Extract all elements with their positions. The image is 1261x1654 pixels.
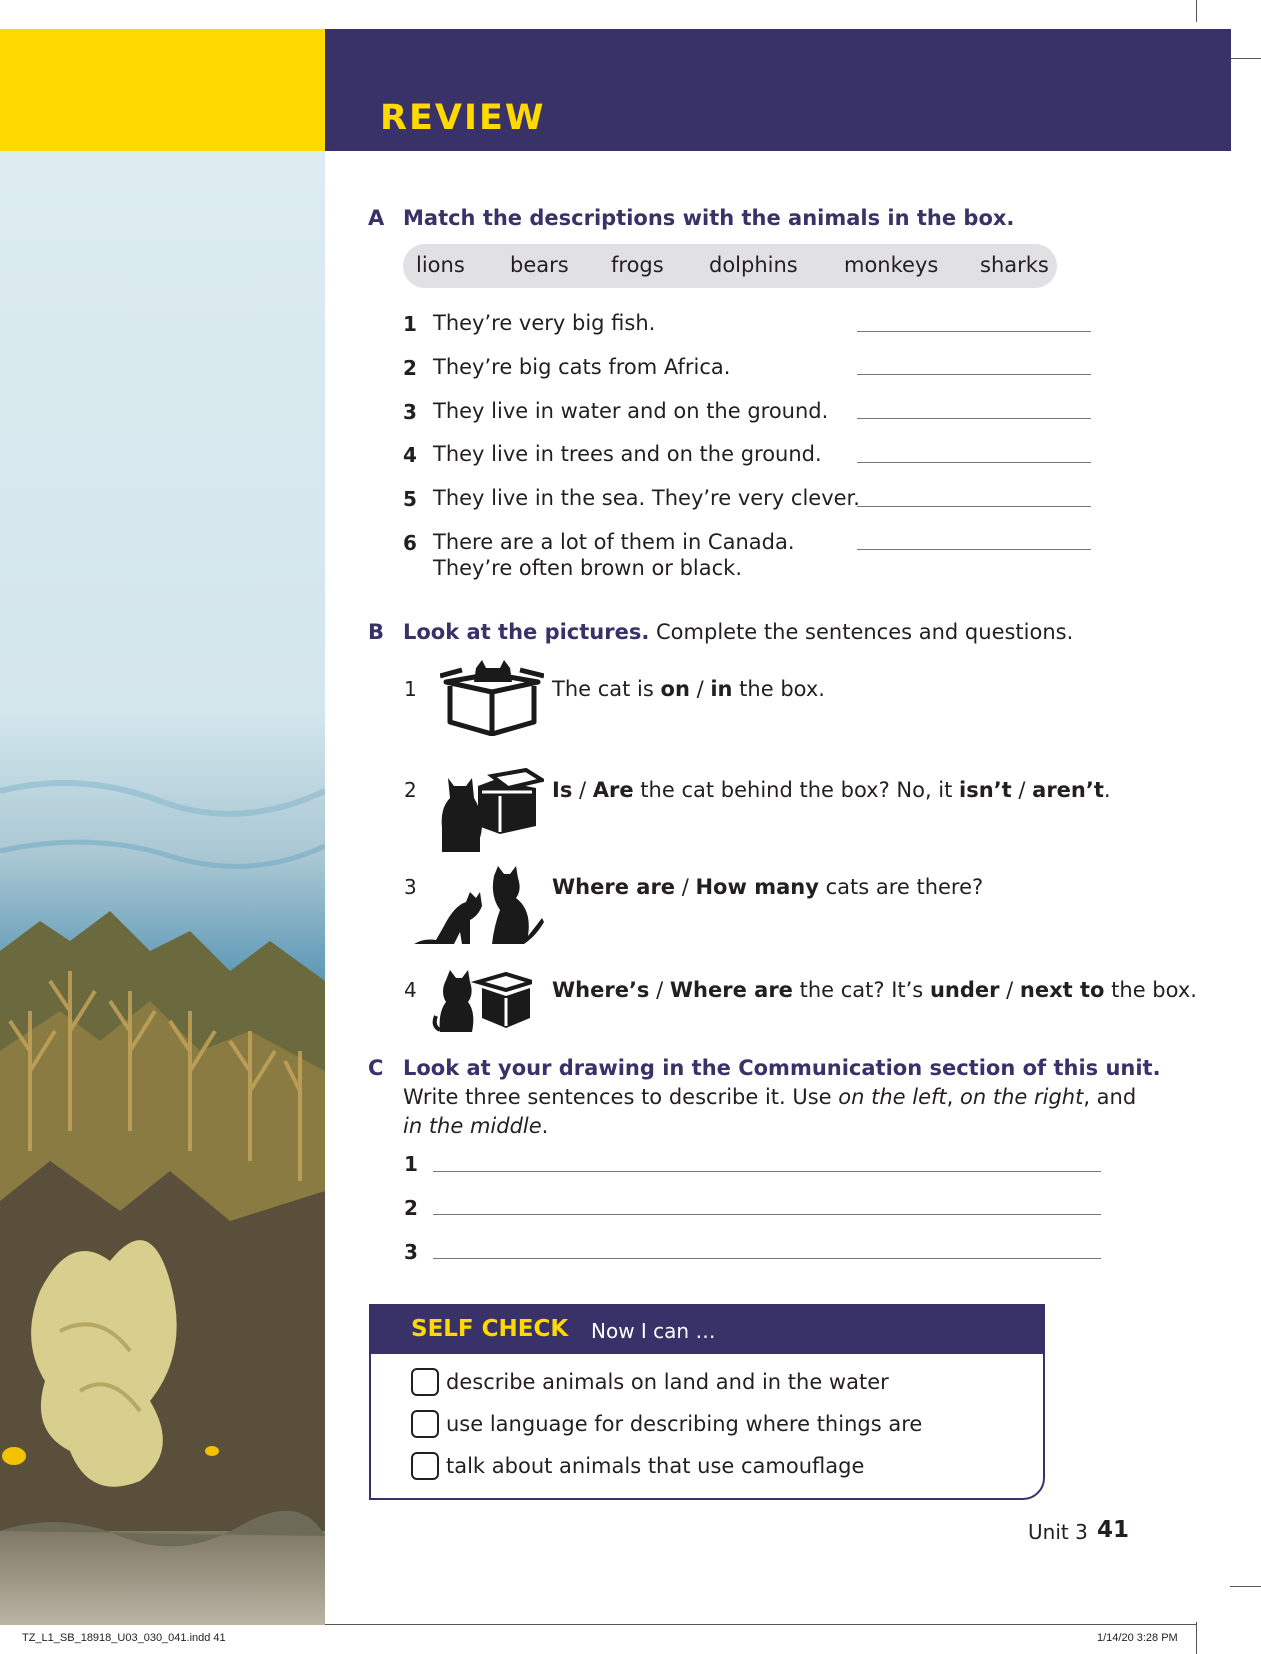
section-a-letter: A xyxy=(368,206,385,230)
self-check-checkbox[interactable] xyxy=(411,1452,439,1480)
self-check-title: SELF CHECK xyxy=(411,1316,569,1342)
self-check-item: use language for describing where things are xyxy=(446,1412,923,1436)
crop-mark xyxy=(1230,58,1261,59)
self-check-subtitle: Now I can … xyxy=(591,1319,716,1343)
item-text: They’re big cats from Africa. xyxy=(433,355,731,379)
item-text: They live in trees and on the ground. xyxy=(433,442,822,466)
b-item-sentence: Where’s / Where are the cat? It’s under / next to the box. xyxy=(552,978,1197,1002)
answer-line[interactable] xyxy=(857,331,1091,332)
section-a-title: Match the descriptions with the animals in the box. xyxy=(403,206,1015,230)
item-number: 2 xyxy=(404,778,417,802)
page-title: REVIEW xyxy=(380,98,546,138)
b-item-sentence: Is / Are the cat behind the box? No, it isn’t / aren’t. xyxy=(552,778,1111,802)
self-check-item: describe animals on land and in the water xyxy=(446,1370,889,1394)
item-number: 1 xyxy=(404,1152,418,1176)
item-number: 3 xyxy=(404,1240,418,1264)
page-number: 41 xyxy=(1097,1517,1130,1543)
answer-line[interactable] xyxy=(857,506,1091,507)
answer-line[interactable] xyxy=(857,374,1091,375)
section-c-letter: C xyxy=(368,1056,384,1080)
answer-line[interactable] xyxy=(433,1214,1101,1215)
item-number: 3 xyxy=(403,400,417,424)
word-box-item: dolphins xyxy=(709,253,798,277)
section-c-instruction-continued: in the middle. xyxy=(403,1114,549,1138)
word-box-item: monkeys xyxy=(844,253,939,277)
b-item-sentence: Where are / How many cats are there? xyxy=(552,875,984,899)
item-number: 6 xyxy=(403,531,417,555)
answer-line[interactable] xyxy=(857,418,1091,419)
section-b-title-bold: Look at the pictures. xyxy=(403,620,650,644)
answer-line[interactable] xyxy=(433,1258,1101,1259)
answer-line[interactable] xyxy=(433,1171,1101,1172)
self-check-checkbox[interactable] xyxy=(411,1410,439,1438)
answer-line[interactable] xyxy=(857,462,1091,463)
answer-line[interactable] xyxy=(857,549,1091,550)
item-number: 2 xyxy=(403,356,417,380)
section-b-title-rest: Complete the sentences and questions. xyxy=(656,620,1074,644)
item-text: They’re very big fish. xyxy=(433,311,656,335)
item-number: 5 xyxy=(403,487,417,511)
self-check-item: talk about animals that use camouflage xyxy=(446,1454,865,1478)
item-number: 1 xyxy=(404,677,417,701)
item-number: 4 xyxy=(404,978,417,1002)
item-text: They live in water and on the ground. xyxy=(433,399,829,423)
word-box-item: bears xyxy=(510,253,569,277)
reef-photo xyxy=(0,151,325,1625)
word-box-item: sharks xyxy=(980,253,1049,277)
crop-mark xyxy=(1196,1622,1197,1654)
item-number: 3 xyxy=(404,875,417,899)
file-slug: TZ_L1_SB_18918_U03_030_041.indd 41 xyxy=(22,1632,226,1644)
two-cats-icon xyxy=(414,866,544,946)
item-number: 1 xyxy=(403,312,417,336)
section-b-letter: B xyxy=(368,620,385,644)
item-number: 4 xyxy=(403,443,417,467)
print-date: 1/14/20 3:28 PM xyxy=(1097,1632,1178,1644)
crop-mark xyxy=(1230,1586,1261,1587)
section-c-instruction: Write three sentences to describe it. Use on the left, on the right, and xyxy=(403,1085,1137,1109)
item-text-continued: They’re often brown or black. xyxy=(433,556,743,580)
unit-label: Unit 3 xyxy=(1028,1520,1088,1544)
header-yellow-block xyxy=(0,29,325,151)
cat-in-box-icon xyxy=(440,660,544,736)
item-text: They live in the sea. They’re very clever. xyxy=(433,486,860,510)
item-number: 2 xyxy=(404,1196,418,1220)
cat-next-to-box-icon xyxy=(432,968,532,1034)
b-item-sentence: The cat is on / in the box. xyxy=(552,677,825,701)
section-c-title: Look at your drawing in the Communication section of this unit. xyxy=(403,1056,1161,1080)
word-box-item: lions xyxy=(416,253,465,277)
self-check-checkbox[interactable] xyxy=(411,1368,439,1396)
word-box-item: frogs xyxy=(611,253,664,277)
section-b-title xyxy=(403,620,1073,644)
crop-mark xyxy=(1196,0,1197,22)
cat-behind-box-icon xyxy=(440,768,544,852)
item-text: There are a lot of them in Canada. xyxy=(433,530,795,554)
